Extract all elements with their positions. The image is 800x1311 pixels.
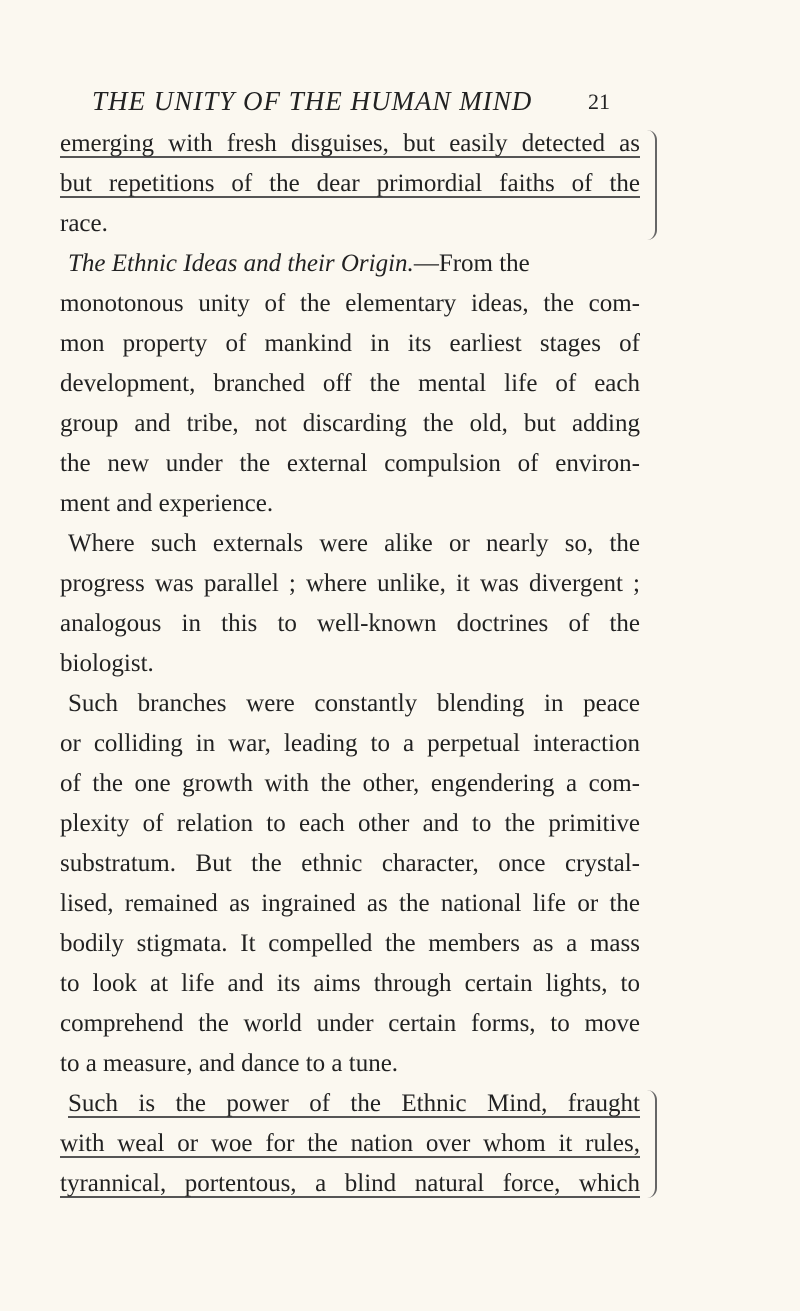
text-line: progress was parallel ; where unlike, it was divergent ; (60, 570, 640, 597)
text-line: comprehend the world under certain forms, to move (60, 1010, 640, 1037)
text-line: the new under the external compulsion of environ- (60, 450, 640, 477)
text-line: Such branches were constantly blending in peace (68, 690, 640, 717)
text-line: development, branched off the mental life of each (60, 370, 640, 397)
section-heading-continuation: —From the (413, 250, 530, 277)
text-line: group and tribe, not discarding the old, but adding (60, 410, 640, 437)
text-line: analogous in this to well-known doctrines of the (60, 610, 640, 637)
text-line: of the one growth with the other, engendering a com- (60, 770, 640, 797)
running-title: THE UNITY OF THE HUMAN MIND (92, 86, 533, 116)
text-line: to look at life and its aims through certain lights, to (60, 970, 640, 997)
text-line: lised, remained as ingrained as the national life or the (60, 890, 640, 917)
text-line: biologist. (60, 650, 154, 677)
text-line: ment and experience. (60, 490, 274, 517)
text-line: mon property of mankind in its earliest stages of (60, 330, 640, 357)
text-line: plexity of relation to each other and to the primitive (60, 810, 640, 837)
running-head (60, 86, 640, 120)
text-line: but repetitions of the dear primordial faiths of the (60, 170, 640, 197)
text-line: with weal or woe for the nation over whom it rules, (60, 1130, 640, 1157)
text-line: or colliding in war, leading to a perpetual interaction (60, 730, 640, 757)
text-line: Such is the power of the Ethnic Mind, fraught (68, 1090, 640, 1117)
text-line: race. (60, 210, 108, 237)
text-line: emerging with fresh disguises, but easily detected as (60, 130, 640, 157)
text-line: bodily stigmata. It compelled the members as a mass (60, 930, 640, 957)
text-line: tyrannical, portentous, a blind natural force, which (60, 1170, 640, 1197)
margin-bracket-mark (645, 130, 657, 240)
text-line: to a measure, and dance to a tune. (60, 1050, 399, 1077)
margin-bracket-mark (645, 1090, 657, 1198)
text-line: monotonous unity of the elementary ideas, the com- (60, 290, 640, 317)
text-line: substratum. But the ethnic character, once crystal- (60, 850, 640, 877)
text-line: Where such externals were alike or nearly so, the (68, 530, 640, 557)
section-heading-line (68, 244, 640, 284)
section-heading: The Ethnic Ideas and their Origin. (68, 250, 414, 277)
page-number: 21 (588, 89, 610, 114)
